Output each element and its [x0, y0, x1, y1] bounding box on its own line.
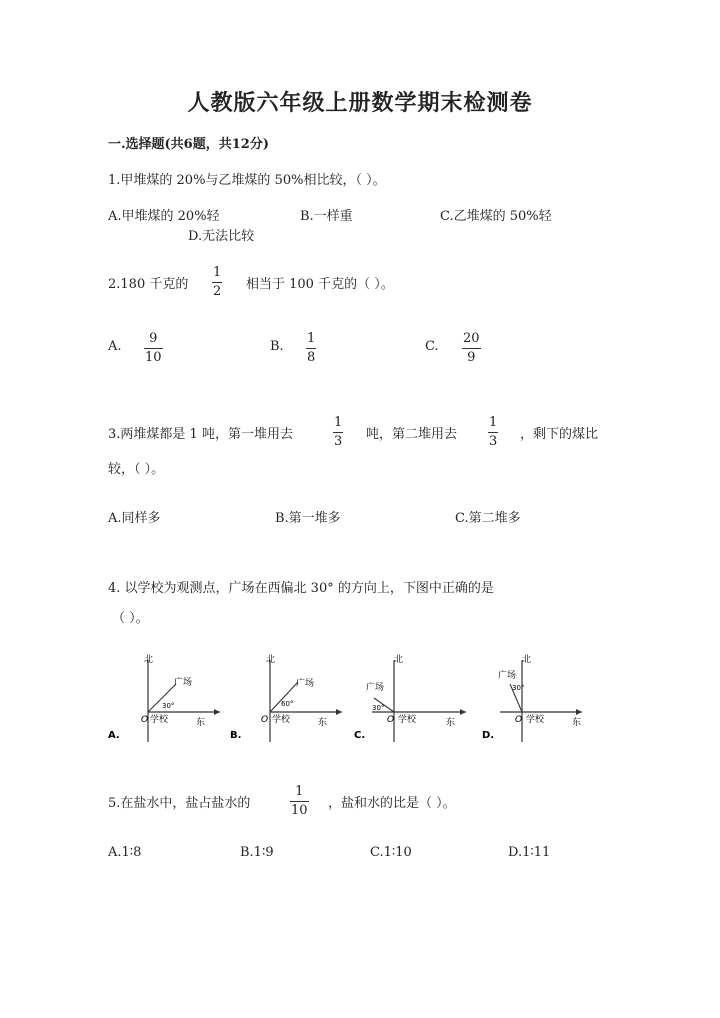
- figure-option-label: A.: [108, 730, 120, 741]
- q5-option-a[interactable]: A.1∶8: [108, 845, 142, 860]
- square-label: 广场: [296, 679, 315, 689]
- north-label: 北: [522, 655, 532, 665]
- q5-stem-pre: 5.在盐水中，盐占盐水的: [108, 796, 251, 811]
- q4-figure-b[interactable]: [226, 650, 344, 744]
- q2-option-b-label[interactable]: B.: [270, 339, 284, 354]
- q3-stem-line2: 较，（ ）。: [108, 462, 165, 477]
- q5-option-b[interactable]: B.1∶9: [240, 845, 274, 860]
- q4-figure-c[interactable]: [350, 650, 468, 744]
- q4-figure-a[interactable]: [104, 650, 222, 744]
- origin-label: O: [387, 715, 395, 725]
- figure-option-label: D.: [482, 730, 495, 741]
- q3-fraction-2: [488, 416, 498, 449]
- q5-fraction: [290, 785, 309, 818]
- q3-option-a[interactable]: A.同样多: [108, 511, 161, 526]
- q2-option-a-den: 10: [145, 350, 162, 365]
- figure-option-label: B.: [230, 730, 242, 741]
- q2-option-c-fraction[interactable]: [462, 332, 481, 365]
- q5-fraction-den: 10: [291, 803, 308, 818]
- north-label: 北: [144, 655, 154, 665]
- q1-option-b[interactable]: B.一样重: [300, 209, 353, 224]
- east-label: 东: [572, 718, 582, 728]
- origin-label: O: [515, 715, 523, 725]
- north-label: 北: [266, 655, 276, 665]
- q1-stem: 1.甲堆煤的 20%与乙堆煤的 50%相比较，（ ）。: [108, 173, 386, 188]
- east-label: 东: [196, 718, 206, 728]
- origin-label: O: [261, 715, 269, 725]
- section-heading: 一.选择题(共6题，共12分): [108, 137, 269, 152]
- school-label: 学校: [398, 715, 417, 725]
- q4-figure-d[interactable]: [478, 650, 596, 744]
- q1-option-d[interactable]: D.无法比较: [188, 229, 255, 244]
- q5-fraction-num: 1: [295, 784, 304, 799]
- q4-stem: 4. 以学校为观测点，广场在西偏北 30° 的方向上，下图中正确的是: [108, 581, 494, 596]
- q2-option-c-den: 9: [467, 350, 476, 365]
- q2-stem-post: 相当于 100 千克的（ ）。: [246, 277, 394, 292]
- north-label: 北: [394, 655, 404, 665]
- east-label: 东: [446, 718, 456, 728]
- q2-option-c-num: 20: [463, 331, 480, 346]
- angle-label: 30°: [162, 702, 175, 710]
- q3-option-c[interactable]: C.第二堆多: [455, 511, 521, 526]
- q2-option-a-label[interactable]: A.: [108, 339, 122, 354]
- q4-stem-line2: （ ）。: [112, 611, 149, 626]
- angle-label: 30°: [372, 704, 385, 712]
- east-label: 东: [318, 718, 328, 728]
- q3-option-b[interactable]: B.第一堆多: [275, 511, 341, 526]
- q3-fraction-2-num: 1: [489, 415, 498, 430]
- square-label: 广场: [366, 683, 385, 693]
- q3-stem-post: ，剩下的煤比: [520, 427, 599, 442]
- q5-stem-post: ，盐和水的比是（ ）。: [328, 796, 456, 811]
- q1-option-a[interactable]: A.甲堆煤的 20%轻: [108, 209, 220, 224]
- q2-option-a-num: 9: [149, 331, 158, 346]
- figure-option-label: C.: [354, 730, 366, 741]
- q3-fraction-1-num: 1: [334, 415, 343, 430]
- q2-fraction: [212, 266, 222, 299]
- q2-option-b-fraction[interactable]: [306, 332, 316, 365]
- page-title: 人教版六年级上册数学期末检测卷: [187, 90, 533, 116]
- q3-fraction-1: [333, 416, 343, 449]
- square-label: 广场: [498, 671, 517, 681]
- q2-option-b-den: 8: [307, 350, 316, 365]
- angle-label: 60°: [281, 700, 294, 708]
- origin-label: O: [141, 715, 149, 725]
- q3-stem-pre: 3.两堆煤都是 1 吨，第一堆用去: [108, 427, 293, 442]
- q2-option-a-fraction[interactable]: [144, 332, 163, 365]
- q2-fraction-den: 2: [213, 284, 222, 299]
- q2-option-c-label[interactable]: C.: [425, 339, 439, 354]
- q1-option-c[interactable]: C.乙堆煤的 50%轻: [440, 209, 552, 224]
- school-label: 学校: [526, 715, 545, 725]
- q3-fraction-2-den: 3: [489, 434, 498, 449]
- q2-option-b-num: 1: [307, 331, 316, 346]
- q2-fraction-num: 1: [213, 265, 222, 280]
- q2-stem-pre: 2.180 千克的: [108, 277, 189, 292]
- q3-stem-mid: 吨，第二堆用去: [366, 427, 458, 442]
- angle-label: 30°: [512, 684, 525, 692]
- q5-option-c[interactable]: C.1∶10: [370, 845, 412, 860]
- school-label: 学校: [150, 715, 169, 725]
- q5-option-d[interactable]: D.1∶11: [508, 845, 551, 860]
- q3-fraction-1-den: 3: [334, 434, 343, 449]
- square-label: 广场: [174, 678, 193, 688]
- school-label: 学校: [272, 715, 291, 725]
